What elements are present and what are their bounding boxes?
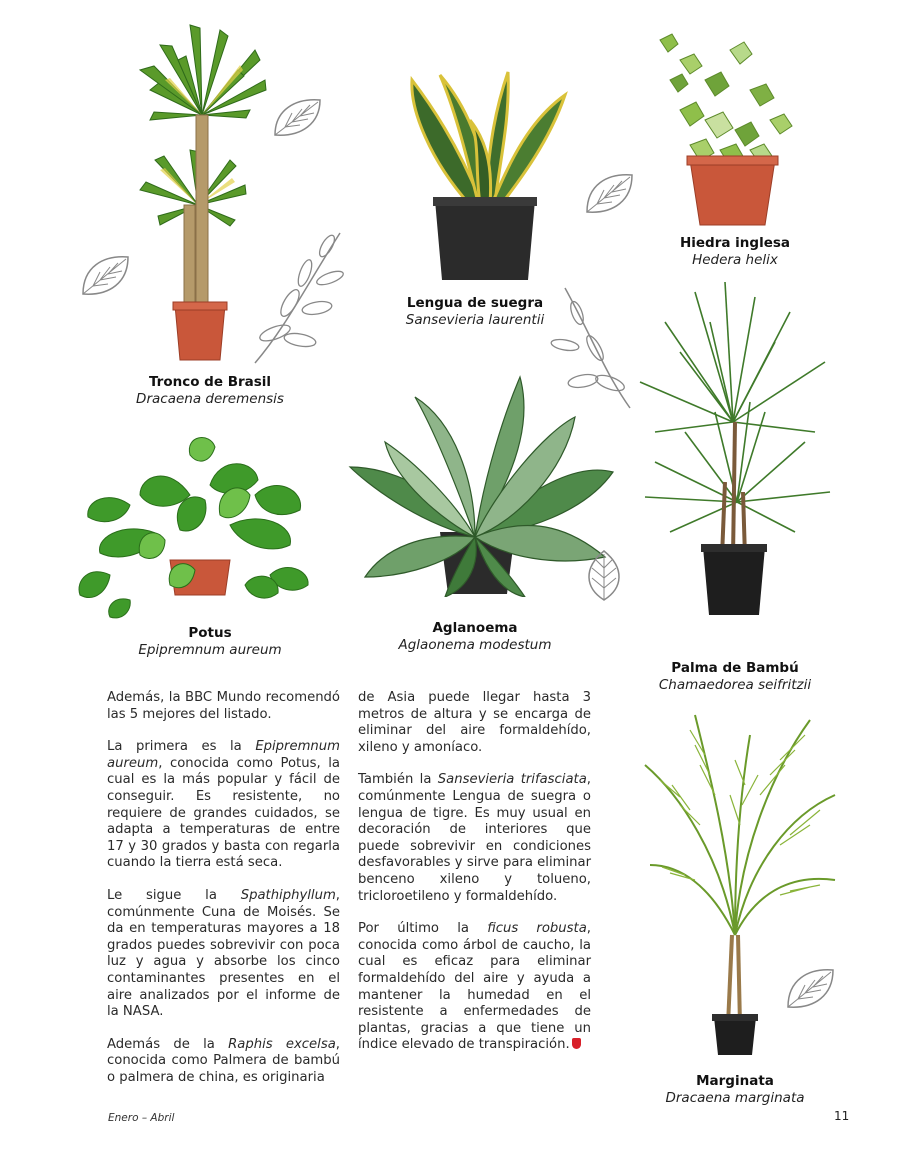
plant-caption-potus: [100, 625, 320, 659]
article-column-left: [107, 690, 340, 1102]
leaf-outline-icon: [580, 548, 628, 603]
text-run: , comúnmente Lengua de suegra o lengua de tigre. Es muy usual en decoración de interiores que puede sobrevivir en condiciones desfavorables y sirve para eliminar benceno xileno y tolueno, tricloroetileno y formaldehído.: [358, 772, 591, 904]
leaf-outline-icon: [78, 252, 133, 300]
article-paragraph: [358, 772, 591, 905]
plant-common-name: Potus: [188, 625, 232, 641]
article-column-right: [358, 690, 591, 1070]
plant-caption-hiedra: [630, 235, 840, 269]
article-paragraph: de Asia puede llegar hasta 3 metros de altura y se encarga de eliminar del aire formaldehído, xileno y amoníaco.: [358, 690, 591, 755]
plant-caption-marginata: [630, 1073, 840, 1107]
plant-scientific-name: Sansevieria laurentii: [405, 312, 545, 328]
palma-de-bambu-image: [625, 282, 855, 617]
plant-caption-palma: [630, 660, 840, 694]
leaf-outline-icon: [582, 170, 637, 218]
plant-scientific-name: Dracaena marginata: [665, 1090, 805, 1106]
species-name: Sansevieria trifasciata: [437, 772, 587, 788]
article-paragraph: [107, 739, 340, 872]
leaf-outline-icon: [270, 95, 325, 140]
plant-common-name: Marginata: [696, 1073, 774, 1089]
plant-common-name: Tronco de Brasil: [148, 374, 272, 390]
plant-scientific-name: Aglaonema modestum: [398, 637, 552, 653]
footer-issue-label: Enero – Abril: [108, 1112, 175, 1124]
species-name: Epipremnum aureum: [107, 739, 340, 771]
species-name: Raphis excelsa: [228, 1036, 336, 1052]
plant-caption-tronco: [100, 374, 320, 408]
text-run: Por último la: [358, 921, 488, 937]
text-run: Le sigue la: [107, 887, 241, 903]
plant-common-name: Aglanoema: [432, 620, 518, 636]
article-paragraph: [358, 921, 591, 1054]
leaf-outline-icon: [783, 965, 838, 1013]
species-name: Spathiphyllum: [240, 887, 336, 903]
plant-common-name: Lengua de suegra: [406, 295, 544, 311]
plant-scientific-name: Dracaena deremensis: [136, 391, 284, 407]
plant-scientific-name: Chamaedorea seifritzii: [658, 677, 812, 693]
text-run: , conocida como árbol de caucho, la cual es eficaz para eliminar formaldehído del aire y ayuda a mantener la humedad en el resistente a enfermedades de plantas, gracias a que tiene un índice elevado de transpiración.: [358, 921, 591, 1053]
plant-common-name: Hiedra inglesa: [679, 235, 791, 251]
text-run: También la: [358, 772, 438, 788]
aglanoema-image: [345, 372, 615, 597]
text-run: , conocida como Potus, la cual es la más popular y fácil de conseguir. Es resistente, no requiere de grandes cuidados, se adapta a temperaturas de entre 17 y 30 grados y basta con regarla cuando la tierra está seca.: [107, 755, 340, 871]
text-run: La primera es la: [107, 739, 256, 755]
article-paragraph: [107, 1037, 340, 1087]
page-number: 11: [834, 1109, 850, 1123]
text-run: Además de la: [107, 1036, 229, 1052]
branch-outline-icon: [245, 228, 355, 368]
article-paragraph: Además, la BBC Mundo recomendó las 5 mejores del listado.: [107, 690, 340, 722]
plant-caption-aglanoema: [370, 620, 580, 654]
end-of-article-mark: [572, 1038, 581, 1049]
hiedra-inglesa-image: [650, 30, 800, 230]
potus-image: [70, 435, 315, 620]
plant-common-name: Palma de Bambú: [671, 660, 799, 676]
plant-scientific-name: Hedera helix: [692, 252, 778, 268]
text-run: , conocida como Palmera de bambú o palmera de china, es originaria: [107, 1036, 340, 1085]
lengua-de-suegra-image: [400, 70, 570, 285]
article-paragraph: [107, 888, 340, 1021]
text-run: , comúnmente Cuna de Moisés. Se da en temperaturas mayores a 18 grados puedes sobrevivir con poca luz y agua y absorbe los cinco contaminantes presentes en el aire analizados por el informe de la NASA.: [107, 887, 340, 1020]
plant-scientific-name: Epipremnum aureum: [138, 642, 282, 658]
species-name: ficus robusta: [487, 921, 587, 937]
